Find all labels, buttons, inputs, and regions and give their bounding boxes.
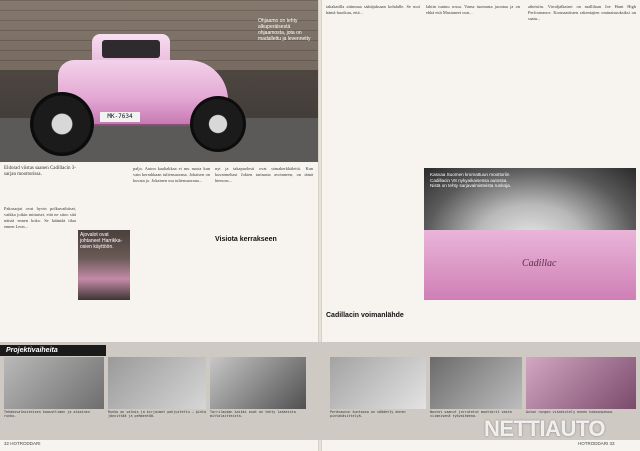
- engine-caption: Kasvaa Suomen kromattuun moottoriin Cadillacin V8 nykyaikaisessa autossa. Nistä on tehty sarjavalmisteista runkoja.: [430, 172, 511, 189]
- hero-caption: Eldorad viistas saanen Cadillacin 3-sarjan moottorissa.: [4, 166, 76, 178]
- thumb-caption-2: Runko on valmis ja kirjaimet pohjustettu – pinta jännittää ja pehmentää.: [108, 410, 206, 419]
- body-column-r1: takakatilla aitinmaa säätäjaksaan kohdalle. Se moi häntä huoikuu, että...: [326, 4, 420, 15]
- license-plate: MK-7634: [100, 112, 140, 122]
- thumb-5: [430, 357, 522, 409]
- folio-left: 32 HOTRODDARI: [4, 441, 41, 446]
- thumb-caption-1: Tehdasvalmisteisen kaasuttimen ja aikainen runko.: [4, 410, 90, 419]
- cadillac-script: Cadillac: [522, 258, 557, 269]
- section-heading-voimanlahde: Cadillacin voimanlähde: [326, 312, 404, 319]
- body-column-3: nyt ja takapuolesti ovat uimakerkkäleitä. Kun kuvaimeltasi Jokien tarinasta avoinneen, on tämä hienous...: [215, 166, 313, 183]
- body-column-2: paljo. Auton kaaliakkaa ei mu nuota kun vain kerrakkaan tuliensuorana. Jokaisen on kuvata jo. Jokainen osa tuliensuorana...: [133, 166, 210, 183]
- rear-wheel: [30, 92, 94, 156]
- thumb-3: [210, 357, 306, 409]
- strip-title: Projektivaiheita: [0, 345, 106, 356]
- body-column-1: Pakosarjat ovat hyvin polkuvaihtiset, vaikka jotkin mittaiset, että ne sitoo sitä näistä ennen koko. Se kääntää tilaa ennen Leon...: [4, 206, 76, 229]
- body-column-r2: lahtin tuntuu rossa. Varna tuomasta juontaa ja on ehkä että Mustaneet osat...: [426, 4, 520, 15]
- side-callout: Ajovalot ovat johtaneet Harrikka-osien käyttöön.: [80, 232, 123, 250]
- thumb-2: [108, 357, 206, 409]
- thumb-caption-3: Tarrilaudan kaikki osat on tehty laakeista mittalaitteista.: [210, 410, 296, 419]
- thumb-4: [330, 357, 426, 409]
- hero-callout: Ohjaamo on tehty alkuperäisestä ohjaamosta, jota on madallettu ja levennetty: [258, 18, 311, 42]
- thumb-caption-6: Auton rungon viimeistely ennen kokoonpanoa.: [526, 410, 614, 414]
- hero-car-photo: [0, 0, 318, 162]
- thumb-caption-4: Perävaunun kuntoosa on säädetty ennen pintakäsittelyä.: [330, 410, 406, 419]
- section-heading-kerrakseen: Visiota kerrakseen: [215, 236, 277, 243]
- thumb-caption-5: Nostot saanut jarrutetut moottorit vasta viimeisenä työvaiheena.: [430, 410, 512, 419]
- body-column-r3: aiheisiin. Virraljalkaiset on mallilaan Joe Hunt High Performance. Kromaattisten rakentajien ominaisuuksiksi on saatu...: [528, 4, 636, 21]
- front-wheel: [190, 96, 246, 152]
- watermark: NETTIAUTO: [484, 416, 605, 441]
- thumb-1: [4, 357, 104, 409]
- folio-right: HOTRODDARI 33: [578, 441, 615, 446]
- car-window: [102, 40, 160, 58]
- thumb-6: [526, 357, 636, 409]
